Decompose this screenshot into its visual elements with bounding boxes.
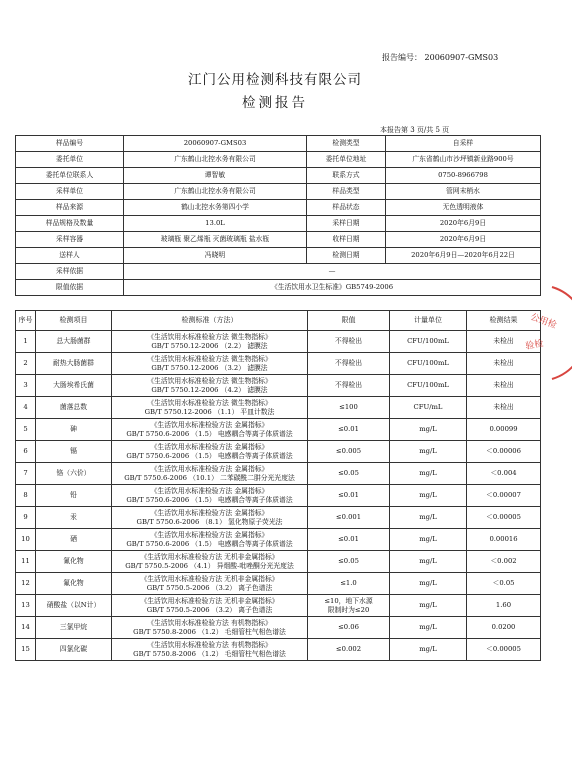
limit-value xyxy=(308,419,390,441)
limit-value xyxy=(308,353,390,375)
row-number: 9 xyxy=(16,507,36,529)
info-value: 2020年6月9日 xyxy=(386,216,541,232)
standard-line: GB/T 5750.12-2006 （4.2） 滤膜法 xyxy=(151,385,268,394)
test-standard xyxy=(112,375,308,397)
unit: mg/L xyxy=(390,463,467,485)
row-number: 4 xyxy=(16,397,36,419)
result-value: ＜0.00005 xyxy=(467,639,541,661)
unit: mg/L xyxy=(390,419,467,441)
row-number: 14 xyxy=(16,617,36,639)
info-value: 玻璃瓶 聚乙烯瓶 灭菌玻璃瓶 盐水瓶 xyxy=(124,232,307,248)
results-header-row xyxy=(16,311,541,331)
company-name: 江门公用检测科技有限公司 xyxy=(188,72,362,88)
limit-value xyxy=(308,397,390,419)
standard-line: GB/T 5750.12-2006 （1.1） 平皿计数法 xyxy=(144,407,275,416)
test-standard xyxy=(112,639,308,661)
limit-value xyxy=(308,441,390,463)
test-item: 铅 xyxy=(36,485,112,507)
header-standard: 检测标准（方法） xyxy=(112,311,308,331)
result-value: 未检出 xyxy=(467,331,541,353)
result-value: ＜0.00007 xyxy=(467,485,541,507)
standard-line: GB/T 5750.6-2006 （8.1） 氢化物原子荧光法 xyxy=(136,517,283,526)
info-label: 检测日期 xyxy=(307,248,386,264)
info-row xyxy=(16,152,541,168)
standard-line: GB/T 5750.6-2006 （1.5） 电感耦合等离子体质谱法 xyxy=(126,539,293,548)
results-table xyxy=(15,310,541,661)
limit-line: ≤0.002 xyxy=(335,645,362,654)
unit: mg/L xyxy=(390,617,467,639)
result-row xyxy=(16,595,541,617)
limit-line: 不得检出 xyxy=(334,381,363,390)
standard-line: 《生活饮用水标准检验方法 有机物指标》 xyxy=(147,641,272,650)
result-row xyxy=(16,331,541,353)
result-row xyxy=(16,639,541,661)
info-label: 样品状态 xyxy=(307,200,386,216)
result-row xyxy=(16,573,541,595)
standard-line: 《生活饮用水标准检验方法 微生物指标》 xyxy=(147,377,272,386)
unit: mg/L xyxy=(390,485,467,507)
test-item: 砷 xyxy=(36,419,112,441)
standard-line: 《生活饮用水标准检验方法 金属指标》 xyxy=(150,487,269,496)
info-value: 广东鹤山北控水务有限公司 xyxy=(124,152,307,168)
limit-line: ≤0.005 xyxy=(335,447,362,456)
limit-value xyxy=(308,639,390,661)
result-value: ＜0.00006 xyxy=(467,441,541,463)
result-value: 未检出 xyxy=(467,375,541,397)
info-row xyxy=(16,184,541,200)
result-value: 未检出 xyxy=(467,353,541,375)
info-label: 样品来源 xyxy=(16,200,124,216)
header-item: 检测项目 xyxy=(36,311,112,331)
standard-line: GB/T 5750.12-2006 （3.2） 滤膜法 xyxy=(151,363,268,372)
result-value: ＜0.002 xyxy=(467,551,541,573)
result-value: ＜0.004 xyxy=(467,463,541,485)
row-number: 1 xyxy=(16,331,36,353)
result-row xyxy=(16,485,541,507)
standard-line: 《生活饮用水标准检验方法 微生物指标》 xyxy=(147,355,272,364)
standard-line: 《生活饮用水标准检验方法 金属指标》 xyxy=(150,421,269,430)
limit-value xyxy=(308,463,390,485)
standard-line: 《生活饮用水标准检验方法 金属指标》 xyxy=(150,443,269,452)
unit: mg/L xyxy=(390,639,467,661)
info-value: 自采样 xyxy=(386,136,541,152)
result-value: 0.00016 xyxy=(467,529,541,551)
info-row xyxy=(16,200,541,216)
test-item: 大肠埃希氏菌 xyxy=(36,375,112,397)
info-value: 鹤山北控水务第四小学 xyxy=(124,200,307,216)
row-number: 15 xyxy=(16,639,36,661)
test-item: 总大肠菌群 xyxy=(36,331,112,353)
standard-line: 《生活饮用水标准检验方法 无机非金属指标》 xyxy=(140,553,279,562)
seal-text-2: 验检 xyxy=(524,338,545,352)
limit-line: ≤0.05 xyxy=(338,469,359,478)
test-item: 硒 xyxy=(36,529,112,551)
result-value: 未检出 xyxy=(467,397,541,419)
result-value: 0.0200 xyxy=(467,617,541,639)
test-item: 硝酸盐（以N计） xyxy=(36,595,112,617)
info-label: 样品类型 xyxy=(307,184,386,200)
unit: mg/L xyxy=(390,529,467,551)
info-label: 检测类型 xyxy=(307,136,386,152)
limit-basis-row xyxy=(16,280,541,296)
test-standard xyxy=(112,463,308,485)
test-standard xyxy=(112,353,308,375)
info-value: 无色透明液体 xyxy=(386,200,541,216)
limit-line: ≤0.05 xyxy=(338,557,359,566)
standard-line: 《生活饮用水标准检验方法 微生物指标》 xyxy=(147,399,272,408)
result-value: ＜0.05 xyxy=(467,573,541,595)
standard-line: 《生活饮用水标准检验方法 微生物指标》 xyxy=(147,333,272,342)
limit-basis-value: 《生活饮用水卫生标准》GB5749-2006 xyxy=(124,280,541,296)
unit: CFU/100mL xyxy=(390,375,467,397)
info-label: 委托单位地址 xyxy=(307,152,386,168)
info-row xyxy=(16,168,541,184)
info-value: 谭智敏 xyxy=(124,168,307,184)
limit-value xyxy=(308,485,390,507)
result-row xyxy=(16,397,541,419)
row-number: 10 xyxy=(16,529,36,551)
test-item: 三氯甲烷 xyxy=(36,617,112,639)
info-value: 广东省鹤山市沙坪镇新业路900号 xyxy=(386,152,541,168)
info-value: 0750-8966798 xyxy=(386,168,541,184)
test-standard xyxy=(112,419,308,441)
info-row xyxy=(16,232,541,248)
info-label: 收样日期 xyxy=(307,232,386,248)
limit-line: ≤0.01 xyxy=(338,425,359,434)
unit: mg/L xyxy=(390,551,467,573)
limit-line: ≤0.06 xyxy=(338,623,359,632)
standard-line: 《生活饮用水标准检验方法 无机非金属指标》 xyxy=(140,575,279,584)
info-label: 样品编号 xyxy=(16,136,124,152)
page-indicator: 本报告第 3 页/共 5 页 xyxy=(380,126,450,134)
row-number: 7 xyxy=(16,463,36,485)
info-label: 采样单位 xyxy=(16,184,124,200)
result-row xyxy=(16,419,541,441)
info-label: 样品规格及数量 xyxy=(16,216,124,232)
row-number: 6 xyxy=(16,441,36,463)
test-standard xyxy=(112,507,308,529)
test-item: 氟化物 xyxy=(36,573,112,595)
standard-line: GB/T 5750.8-2006 （1.2） 毛细管柱气相色谱法 xyxy=(133,649,286,658)
limit-value xyxy=(308,331,390,353)
test-standard xyxy=(112,551,308,573)
standard-line: GB/T 5750.6-2006 （1.5） 电感耦合等离子体质谱法 xyxy=(126,429,293,438)
test-standard xyxy=(112,485,308,507)
info-row xyxy=(16,216,541,232)
result-row xyxy=(16,529,541,551)
test-item: 四氯化碳 xyxy=(36,639,112,661)
row-number: 12 xyxy=(16,573,36,595)
seal-text-1: 公用检 xyxy=(528,312,558,332)
result-value: 0.00099 xyxy=(467,419,541,441)
standard-line: GB/T 5750.5-2006 （3.2） 离子色谱法 xyxy=(146,583,273,592)
sample-info-table xyxy=(15,135,541,296)
header-result: 检测结果 xyxy=(467,311,541,331)
info-row xyxy=(16,248,541,264)
header-no: 序号 xyxy=(16,311,36,331)
header-limit: 限值 xyxy=(308,311,390,331)
test-standard xyxy=(112,529,308,551)
test-item: 氰化物 xyxy=(36,551,112,573)
result-value: 1.60 xyxy=(467,595,541,617)
result-row xyxy=(16,507,541,529)
unit: CFU/mL xyxy=(390,397,467,419)
test-standard xyxy=(112,595,308,617)
info-label: 送样人 xyxy=(16,248,124,264)
test-standard xyxy=(112,441,308,463)
result-row xyxy=(16,353,541,375)
row-number: 13 xyxy=(16,595,36,617)
limit-line: 限制时为≤20 xyxy=(327,605,370,614)
standard-line: 《生活饮用水标准检验方法 无机非金属指标》 xyxy=(140,597,279,606)
limit-line: ≤0.01 xyxy=(338,491,359,500)
unit: CFU/100mL xyxy=(390,353,467,375)
report-number: 报告编号： 20060907-GMS03 xyxy=(382,53,499,62)
standard-line: GB/T 5750.6-2006 （1.5） 电感耦合等离子体质谱法 xyxy=(126,451,293,460)
result-row xyxy=(16,463,541,485)
unit: CFU/100mL xyxy=(390,331,467,353)
test-standard xyxy=(112,397,308,419)
unit: mg/L xyxy=(390,507,467,529)
info-label: 委托单位 xyxy=(16,152,124,168)
limit-line: ≤0.01 xyxy=(338,535,359,544)
sampling-basis-value: — xyxy=(124,264,541,280)
test-standard xyxy=(112,573,308,595)
test-item: 汞 xyxy=(36,507,112,529)
info-value: 2020年6月9日—2020年6月22日 xyxy=(386,248,541,264)
unit: mg/L xyxy=(390,573,467,595)
row-number: 5 xyxy=(16,419,36,441)
limit-line: ≤10，地下水源 xyxy=(324,597,373,606)
standard-line: GB/T 5750.5-2006 （4.1） 异烟酸-吡唑酮分光光度法 xyxy=(125,561,294,570)
result-row xyxy=(16,441,541,463)
info-value: 2020年6月9日 xyxy=(386,232,541,248)
seal-stamp xyxy=(512,283,572,383)
row-number: 2 xyxy=(16,353,36,375)
test-item: 菌落总数 xyxy=(36,397,112,419)
row-number: 11 xyxy=(16,551,36,573)
standard-line: 《生活饮用水标准检验方法 金属指标》 xyxy=(150,509,269,518)
test-standard xyxy=(112,331,308,353)
standard-line: GB/T 5750.8-2006 （1.2） 毛细管柱气相色谱法 xyxy=(133,627,286,636)
info-row xyxy=(16,136,541,152)
standard-line: GB/T 5750.6-2006 （1.5） 电感耦合等离子体质谱法 xyxy=(126,495,293,504)
info-label: 联系方式 xyxy=(307,168,386,184)
result-value: ＜0.00005 xyxy=(467,507,541,529)
info-value: 冯晓明 xyxy=(124,248,307,264)
sampling-basis-label: 采样依据 xyxy=(16,264,124,280)
limit-value xyxy=(308,551,390,573)
limit-basis-label: 限值依据 xyxy=(16,280,124,296)
limit-value xyxy=(308,507,390,529)
info-value: 管网末梢水 xyxy=(386,184,541,200)
limit-value xyxy=(308,617,390,639)
limit-line: 不得检出 xyxy=(334,337,363,346)
limit-line: ≤100 xyxy=(339,403,358,412)
limit-value xyxy=(308,529,390,551)
test-item: 镉 xyxy=(36,441,112,463)
info-value: 13.0L xyxy=(124,216,307,232)
standard-line: GB/T 5750.6-2006 （10.1） 二苯碳酰二肼分光光度法 xyxy=(124,473,295,482)
unit: mg/L xyxy=(390,441,467,463)
standard-line: GB/T 5750.5-2006 （3.2） 离子色谱法 xyxy=(146,605,273,614)
sampling-basis-row xyxy=(16,264,541,280)
result-row xyxy=(16,617,541,639)
info-value: 广东鹤山北控水务有限公司 xyxy=(124,184,307,200)
info-label: 采样容器 xyxy=(16,232,124,248)
limit-value xyxy=(308,595,390,617)
limit-line: 不得检出 xyxy=(334,359,363,368)
limit-value xyxy=(308,375,390,397)
info-label: 委托单位联系人 xyxy=(16,168,124,184)
limit-value xyxy=(308,573,390,595)
test-item: 耐热大肠菌群 xyxy=(36,353,112,375)
header-unit: 计量单位 xyxy=(390,311,467,331)
limit-line: ≤1.0 xyxy=(340,579,357,588)
standard-line: 《生活饮用水标准检验方法 金属指标》 xyxy=(150,465,269,474)
row-number: 3 xyxy=(16,375,36,397)
info-label: 采样日期 xyxy=(307,216,386,232)
standard-line: GB/T 5750.12-2006 （2.2） 滤膜法 xyxy=(151,341,268,350)
test-item: 铬（六价） xyxy=(36,463,112,485)
standard-line: 《生活饮用水标准检验方法 有机物指标》 xyxy=(147,619,272,628)
document-title: 检测报告 xyxy=(242,95,308,111)
standard-line: 《生活饮用水标准检验方法 金属指标》 xyxy=(150,531,269,540)
unit: mg/L xyxy=(390,595,467,617)
test-standard xyxy=(112,617,308,639)
row-number: 8 xyxy=(16,485,36,507)
result-row xyxy=(16,375,541,397)
limit-line: ≤0.001 xyxy=(335,513,362,522)
info-value: 20060907-GMS03 xyxy=(124,136,307,152)
result-row xyxy=(16,551,541,573)
